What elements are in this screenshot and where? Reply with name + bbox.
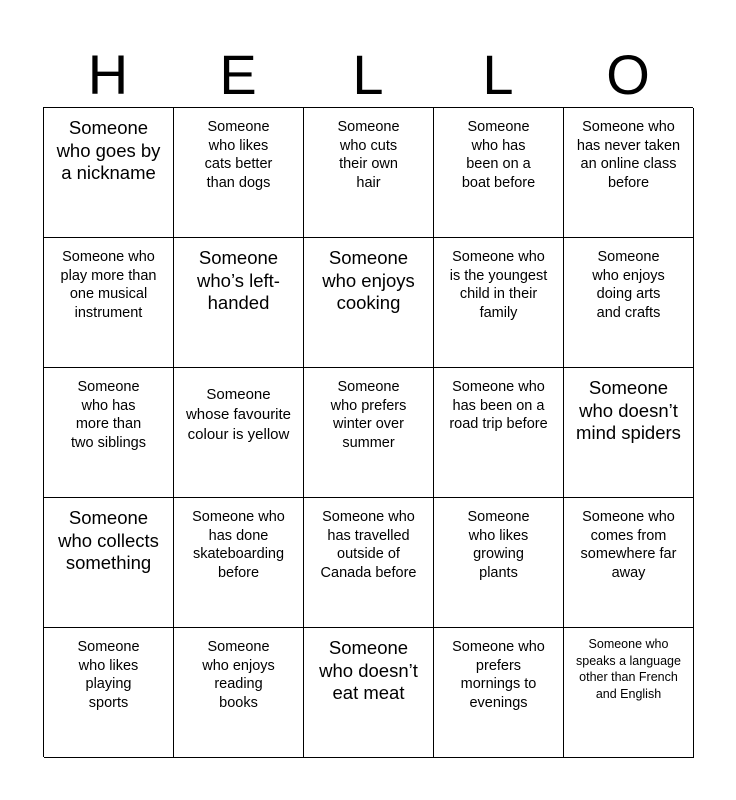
cell-text: Someone who has been on a road trip before xyxy=(449,379,548,432)
cell-text: Someone who doesn’t mind spiders xyxy=(576,377,681,443)
cell-text: Someone who speaks a language other than French and English xyxy=(576,637,681,701)
cell-text: Someone who likes growing plants xyxy=(467,509,530,581)
bingo-cell xyxy=(564,498,694,628)
cell-text: Someone who comes from somewhere far away xyxy=(580,509,677,581)
cell-text: Someone who enjoys reading books xyxy=(202,639,275,711)
bingo-cell xyxy=(44,368,174,498)
bingo-cell xyxy=(174,498,304,628)
bingo-cell xyxy=(44,108,174,238)
cell-text: Someone whose favourite colour is yellow xyxy=(185,386,292,443)
header-letter-l: L xyxy=(352,43,384,106)
bingo-cell xyxy=(434,628,564,758)
bingo-cell xyxy=(564,368,694,498)
cell-text: Someone who has travelled outside of Canada before xyxy=(320,509,417,581)
bingo-cell xyxy=(174,368,304,498)
bingo-cell xyxy=(304,108,434,238)
cell-text: Someone who goes by a nickname xyxy=(56,117,161,183)
header-letter-h: H xyxy=(87,43,129,106)
cell-text: Someone who play more than one musical instrument xyxy=(60,249,157,321)
bingo-grid xyxy=(43,107,693,757)
bingo-cell xyxy=(434,498,564,628)
bingo-cell xyxy=(434,238,564,368)
cell-text: Someone who has been on a boat before xyxy=(461,119,536,191)
bingo-cell xyxy=(434,368,564,498)
cell-text: Someone who prefers winter over summer xyxy=(330,379,407,451)
cell-text: Someone who likes cats better than dogs xyxy=(204,119,273,191)
bingo-cell xyxy=(44,498,174,628)
bingo-cell xyxy=(564,108,694,238)
bingo-cell xyxy=(44,628,174,758)
cell-text: Someone who’s left-handed xyxy=(197,247,280,313)
bingo-cell xyxy=(304,628,434,758)
cell-text: Someone who likes playing sports xyxy=(77,639,140,711)
bingo-cell xyxy=(564,628,694,758)
header-letter-e: E xyxy=(219,43,257,106)
bingo-cell xyxy=(44,238,174,368)
cell-text: Someone who enjoys cooking xyxy=(322,247,415,313)
bingo-cell xyxy=(174,238,304,368)
cell-text: Someone who has more than two siblings xyxy=(71,379,146,451)
cell-text: Someone who is the youngest child in their family xyxy=(449,249,548,321)
bingo-cell xyxy=(174,108,304,238)
header-letter-l-2: L xyxy=(482,43,514,106)
cell-text: Someone who has done skateboarding before xyxy=(192,509,285,581)
bingo-cell xyxy=(174,628,304,758)
bingo-cell xyxy=(304,498,434,628)
header-letter-o: O xyxy=(606,43,650,106)
cell-text: Someone who prefers mornings to evenings xyxy=(452,639,545,711)
bingo-cell xyxy=(304,238,434,368)
bingo-cell xyxy=(564,238,694,368)
cell-text: Someone who collects something xyxy=(58,507,159,573)
cell-text: Someone who cuts their own hair xyxy=(337,119,400,191)
bingo-header xyxy=(43,44,693,106)
cell-text: Someone who doesn’t eat meat xyxy=(319,637,418,703)
bingo-cell xyxy=(434,108,564,238)
cell-text: Someone who enjoys doing arts and crafts xyxy=(592,249,665,321)
cell-text: Someone who has never taken an online class before xyxy=(576,119,681,191)
bingo-cell xyxy=(304,368,434,498)
